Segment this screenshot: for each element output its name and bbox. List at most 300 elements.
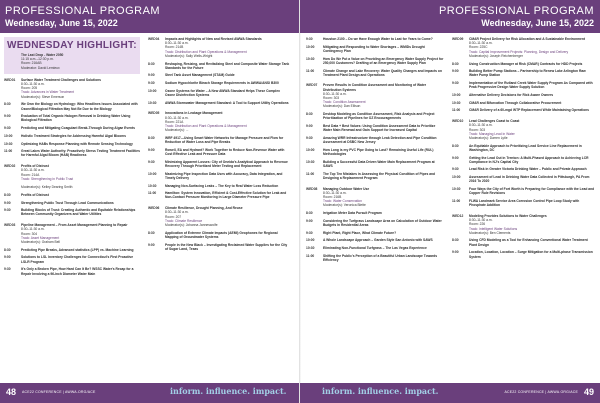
presentation-item (4, 142, 140, 146)
presentation-item (148, 243, 290, 251)
presentation-item (306, 219, 444, 227)
presentation-title: Minimizing Apparent Losses: City of Oneida's Analytical Approach to Revenue Recovery Through Prioritized Meter Testing and Replacement (165, 159, 288, 168)
item-body (323, 160, 444, 168)
item-body (21, 208, 140, 216)
session-detail: 8:30–11:30 a.m. (21, 168, 45, 173)
session-detail: Room: 226 (469, 222, 486, 227)
session-code: WED10 (452, 119, 464, 124)
session-detail: Track: Distribution and Plant Operations & Management (165, 49, 247, 54)
presentation-title: It's Only a Broken Pipe, How Hard Can It Be? WSSC Water's Recap for a Repair Involving a 96-inch Diameter Water Main (21, 267, 134, 276)
presentation-item (452, 144, 595, 152)
presentation-item (306, 45, 444, 53)
presentation-time: 8:30 (306, 211, 313, 216)
presentation-item (306, 231, 444, 235)
presentation-title: Getting the Lead Out in Trenton: A Multi-Phased Approach to Achieving LCR Compliance in NJ's Capital City (469, 155, 589, 164)
program-title: PROFESSIONAL PROGRAM (438, 5, 594, 17)
presentation-item (148, 89, 290, 97)
presentation-item (4, 193, 140, 197)
session-detail: Moderator(s): Kelley Dearing Smith (21, 185, 73, 190)
presentation-time: 10:00 (452, 175, 461, 180)
item-body (21, 142, 140, 146)
presentation-title: Using Construction Manager at Risk (CMAR) Contracts for HDD Projects (469, 61, 583, 66)
presentation-item (306, 112, 444, 120)
session-detail: Moderator(s): Johanna Janneswolfe (165, 223, 218, 227)
program-title: PROFESSIONAL PROGRAM (5, 5, 161, 17)
session-block (452, 37, 595, 58)
session-detail: 8:30–11:30 a.m. (165, 210, 189, 215)
session-title: CMAR Project Delivery for Risk Allocation and A Sustainable Environment (469, 37, 585, 41)
item-body (323, 83, 444, 108)
session-code: WED09 (452, 37, 464, 41)
presentation-item (452, 187, 595, 195)
presentation-time: 9:00 (452, 250, 459, 255)
presentation-title: Right Plant, Right Place, What Climate Future? (323, 230, 397, 235)
presentation-title: Application of Extreme Climate Impacts (AEMI) Geophones for Regional Mapping of Groundwater Systems (165, 230, 278, 239)
presentation-title: Houston 2100 – Do we Have Enough Water to Last for Years to Come? (323, 37, 433, 41)
presentation-item (306, 124, 444, 132)
highlight-room: Room: 216AB (21, 61, 42, 66)
page-footer (0, 383, 300, 403)
presentation-time: 9:30 (4, 126, 11, 131)
presentation-time: 9:00 (452, 69, 459, 74)
session-list (452, 37, 595, 259)
presentation-item (4, 208, 140, 216)
item-body (323, 246, 444, 250)
presentation-title: Steel Tank Asset Management (STAM) Guide (165, 73, 235, 78)
presentation-time: 10:30 (148, 100, 157, 105)
session-list (306, 37, 444, 262)
presentation-time: 9:00 (148, 147, 155, 152)
session-title: Profits of Distrust (21, 164, 49, 169)
item-body (323, 172, 444, 180)
presentation-item (148, 172, 290, 180)
highlight-time: 11:15 a.m.–12:30 p.m. (21, 57, 54, 62)
presentation-time: 9:00 (148, 242, 155, 247)
presentation-title: Holistic Treatment Strategies for Addressing Harmful Algal Blooms (21, 133, 126, 138)
item-body (469, 69, 595, 77)
item-body (469, 167, 595, 171)
presentation-title: Lead Risk in Greater Victoria Drinking Water – Public and Private Approach (469, 167, 587, 172)
presentation-title: Sodium Hypochlorite Bleach Storage Requirements in AWWA/ANSI B300 (165, 81, 279, 86)
presentation-time: 10:00 (148, 171, 157, 176)
presentation-title: Desktop Modeling as Condition Assessment, Risk Analysis and Project Prioritization of Pipelines for OZ Encouragements (323, 112, 435, 121)
presentation-title: Shifting the Public's Perception of a Beautiful Urban Landscape Towards Efficiency (323, 253, 438, 263)
item-body (469, 119, 595, 140)
presentation-time: 11:00 (306, 68, 315, 73)
session-code: WED08 (306, 186, 318, 191)
highlight-moderator: Moderator: David Lemieux (21, 65, 60, 70)
item-body (165, 81, 290, 85)
presentation-title: Eliminating Non-Functional Turfgrass – The Las Vegas Experience (323, 246, 427, 251)
presentation-title: The Top Ten Mistakes in Assessing the Physical Condition of Pipes and Designing a Replacement Program (323, 171, 436, 180)
presentation-title: Strengthening Public Trust Through Lead Communications (21, 200, 114, 205)
item-body (165, 231, 290, 239)
presentation-title: Optimizing HABs Response Planning with Remote Sensing Technology (21, 141, 133, 146)
presentation-item (4, 267, 140, 275)
page-number: 49 (583, 387, 594, 397)
item-body (469, 175, 595, 183)
presentation-title: FLWA Landmark Service Area Corrosion Control Pipe Loop Study with Phosphate Addition (469, 198, 580, 208)
session-title: Lead Challenges Coast to Coast (469, 119, 520, 124)
left-column-1 (4, 37, 140, 379)
session-detail: Room: 214A (21, 172, 40, 177)
presentation-time: 10:00 (4, 133, 13, 138)
item-body (323, 187, 444, 208)
item-body (21, 134, 140, 138)
presentation-time: 10:30 (306, 56, 315, 61)
presentation-time: 8:30 (148, 61, 155, 66)
session-title: Managing Outdoor Water Use (323, 186, 370, 191)
session-detail: 8:30–11:30 a.m. (469, 41, 493, 46)
right-page (300, 0, 600, 403)
presentation-title: CMAR Delivery of a 60-mgd WTP Replacement While Maintaining Operations (469, 108, 589, 113)
presentation-time: 8:30 (452, 238, 459, 243)
presentation-time: 9:30 (148, 159, 155, 164)
session-block (4, 78, 140, 99)
presentation-item (148, 101, 290, 105)
item-body (323, 231, 444, 235)
session-block (148, 37, 290, 58)
session-detail: 8:30–11:30 a.m. (165, 115, 189, 120)
session-block (306, 187, 444, 208)
presentation-item (148, 160, 290, 168)
session-code: WED01 (4, 77, 16, 82)
session-detail: Track: Managing Lead in Water (469, 131, 515, 136)
presentation-item (4, 248, 140, 252)
presentation-time: 10:30 (306, 159, 315, 164)
presentation-item (4, 201, 140, 205)
session-code: WED07 (306, 83, 318, 88)
presentation-item (4, 126, 140, 130)
item-body (323, 238, 444, 242)
presentation-item (4, 134, 140, 138)
presentation-time: 10:00 (148, 88, 157, 93)
session-title: Climate Resilience, Drought Planning, And Reuse (165, 206, 243, 211)
presentation-time: 9:30 (306, 230, 313, 235)
presentation-item (452, 93, 595, 97)
item-body (21, 114, 140, 122)
presentation-item (452, 250, 595, 258)
presentation-time: 9:00 (306, 124, 313, 129)
presentation-time: 9:00 (4, 114, 11, 119)
presentation-time: 8:30 (148, 135, 155, 140)
session-detail: Room: 216B (323, 194, 342, 199)
item-body (165, 62, 290, 70)
item-body (21, 255, 140, 263)
item-body (21, 102, 140, 110)
program-date: Wednesday, June 15, 2022 (481, 18, 594, 28)
session-code: WED05 (148, 111, 160, 116)
session-detail: Moderator(s): Darren Lytle (469, 135, 508, 140)
session-title: Impacts and Highlights of New and Revised AWWA Standards (165, 37, 262, 41)
presentation-item (148, 81, 290, 85)
presentation-item (306, 136, 444, 144)
presentation-item (306, 69, 444, 77)
session-detail: Track: Asset Management (21, 235, 60, 240)
presentation-time: 10:30 (452, 187, 461, 192)
presentation-time: 10:00 (306, 44, 315, 49)
session-detail: Moderator(s): Graham Bell (21, 240, 61, 244)
presentation-item (452, 101, 595, 105)
presentation-title: CMAR and Bifurcation Through Collaborative Procurement (469, 100, 562, 105)
presentation-item (306, 172, 444, 180)
presentation-time: 8:30 (4, 192, 11, 197)
item-body (165, 73, 290, 77)
conference-label: ACE22 CONFERENCE | AWWA.ORG/ACE (504, 390, 578, 394)
presentation-item (306, 211, 444, 215)
tagline: inform. influence. impact. (322, 386, 439, 396)
presentation-time: 8:30 (4, 247, 11, 252)
tagline: inform. influence. impact. (170, 386, 287, 396)
presentation-item (452, 199, 595, 207)
session-list (4, 78, 140, 276)
session-block (4, 223, 140, 244)
presentation-item (148, 231, 290, 239)
presentation-time: 9:00 (4, 200, 11, 205)
presentation-time: 10:30 (4, 141, 13, 146)
item-body (469, 250, 595, 258)
session-detail: Track: Intelligent Water Solutions (469, 226, 518, 231)
presentation-title: Great Lakes Water Authority: Proactively Stress Testing Treatment Facilities for Harmful Algal Bloom (HAB) Readiness (21, 149, 140, 158)
presentation-time: 9:00 (4, 255, 11, 260)
highlight-box (4, 37, 140, 74)
session-detail: Room: 225C (469, 45, 488, 50)
presentation-time: 9:00 (452, 155, 459, 160)
session-detail: Moderator(s): Steve Emerson (21, 94, 65, 99)
highlight-title: WEDNESDAY HIGHLIGHT: (7, 40, 137, 51)
presentation-title: Location, Location, Location – Surge Mitigation for a Multi-phase Transmission System (469, 250, 593, 259)
item-body (165, 172, 290, 180)
item-body (469, 81, 595, 89)
session-title: Pipeline Management – From Asset Management Planning to Repair (21, 223, 128, 228)
page-footer (300, 383, 600, 403)
presentation-item (148, 136, 290, 144)
item-body (165, 148, 290, 156)
presentation-time: 10:30 (306, 246, 315, 251)
session-block (148, 206, 290, 227)
presentation-time: 11:00 (306, 253, 315, 258)
presentation-item (306, 254, 444, 262)
presentation-time: 8:30 (306, 112, 313, 117)
session-list (148, 37, 290, 251)
item-body (323, 219, 444, 227)
item-body (323, 57, 444, 65)
presentation-title: Evaluation of Total Organic Halogen Removal in Drinking Water Using Biological Filtration (21, 114, 131, 123)
item-body (21, 164, 140, 189)
item-body (21, 248, 140, 252)
presentation-title: Using CFD Modeling as a Tool for Enhancing Conventional Water Treatment Plant Design (469, 238, 588, 247)
right-column-2 (452, 37, 595, 379)
right-column-1 (306, 37, 444, 379)
presentation-time: 8:30 (4, 102, 11, 107)
session-detail: Track: Advances in Water Treatment (21, 90, 75, 95)
presentation-item (4, 102, 140, 110)
session-code: WED03 (4, 223, 16, 228)
presentation-item (452, 69, 595, 77)
session-detail: Room: 205 (21, 86, 38, 91)
presentation-time: 11:00 (306, 171, 315, 176)
highlight-session: The Last Drop - Water 2050 (21, 53, 64, 57)
session-block (306, 83, 444, 108)
session-detail: 8:30–11:30 a.m. (469, 218, 493, 223)
presentation-time: 10:00 (306, 238, 315, 243)
presentation-item (306, 238, 444, 242)
presentation-title: Predicting Pipe Breaks, Advanced statistics (LPP) vs. Machine Learning (21, 247, 134, 252)
item-body (469, 199, 595, 207)
session-detail: Track: Water Conservation (323, 199, 362, 204)
item-body (165, 206, 290, 227)
session-block (452, 119, 595, 140)
item-body (469, 62, 595, 66)
session-detail: Moderator(s): Veronica Blette (323, 203, 366, 208)
session-detail: Room: 207 (165, 214, 182, 219)
item-body (323, 69, 444, 77)
session-detail: 8:30–11:30 a.m. (21, 227, 45, 232)
item-body (165, 111, 290, 132)
presentation-title: Irrigation Meter Data Pursuit Program (323, 211, 382, 216)
session-detail: 8:30–11:30 a.m. (323, 190, 347, 195)
presentation-time: 9:30 (4, 208, 11, 213)
presentation-title: Managing Non-Surfacing Leaks – The Key to Real Water Loss Reduction (165, 183, 279, 188)
presentation-item (452, 175, 595, 183)
item-body (21, 267, 140, 275)
presentation-item (148, 73, 290, 77)
session-block (148, 111, 290, 132)
session-code: WED06 (148, 206, 160, 211)
presentation-item (452, 238, 595, 246)
item-body (21, 126, 140, 130)
item-body (21, 149, 140, 157)
session-detail: Moderator(s): Ben Clements (469, 230, 511, 235)
left-column-2 (148, 37, 290, 379)
presentation-item (306, 160, 444, 168)
page-header (0, 0, 300, 33)
item-body (165, 160, 290, 168)
session-detail: Moderator(s): Sally Wells-Wright (165, 53, 213, 58)
item-body (469, 214, 595, 235)
session-detail: 8:30–11:30 a.m. (21, 82, 45, 87)
presentation-title: Assessment of Lead in Drinking Water Data Collected in Pittsburgh, PA From 2016 To 2020 (469, 175, 590, 184)
item-body (165, 37, 290, 58)
session-title: Innovations in Leakage Management (165, 111, 223, 116)
item-body (323, 45, 444, 53)
item-body (323, 211, 444, 215)
presentation-title: Predicting and Mitigating Coagulant Break-Through During Algae Events (21, 126, 135, 131)
session-detail: Track: Capital Improvement Projects: Planning, Design and Delivery (469, 49, 569, 54)
presentation-time: 8:30 (148, 230, 155, 235)
item-body (21, 223, 140, 244)
presentation-item (306, 246, 444, 250)
item-body (165, 89, 290, 97)
page-header (300, 0, 600, 33)
presentation-item (452, 81, 595, 89)
item-body (165, 191, 290, 199)
presentation-title: Ozone Systems for Water – A New AWWA Standard Helps These Complex Ozone Disinfection Systems (165, 88, 280, 98)
presentation-time: 11:00 (452, 198, 461, 203)
session-detail: Track: Distribution and Plant Operations & Management (165, 124, 247, 129)
item-body (323, 136, 444, 144)
item-body (323, 148, 444, 156)
presentation-title: An Equitable Approach to Prioritizing Lead Service Line Replacement in Washington, DC (469, 143, 582, 152)
presentation-title: Considering the Turfgrass Landscape Area on Calculation of Outdoor Water Budgets in Residential Areas (323, 218, 442, 227)
presentation-time: 9:30 (306, 37, 313, 41)
presentation-time: 9:00 (148, 73, 155, 78)
session-block (4, 164, 140, 189)
session-detail: 8:30–11:30 a.m. (469, 123, 493, 128)
item-body (21, 193, 140, 197)
presentation-item (306, 148, 444, 156)
session-code: WED02 (4, 164, 16, 169)
session-detail: Room: 214B (165, 45, 184, 50)
session-detail: Moderator(s): Dan Ellison (323, 104, 361, 109)
presentation-item (4, 149, 140, 157)
presentation-title: Mitigating and Responding to Water Shortages – WMIDs Drought Contingency Plan (323, 44, 425, 53)
presentation-title: How Long is my PVC Pipe Going to Last? Remaining Useful Life (RUL) Methodologies (323, 147, 434, 157)
item-body (469, 238, 595, 246)
item-body (165, 101, 290, 105)
presentation-title: Four Ways the City of Fort Worth is Preparing for Compliance with the Lead and Copper Rule Revisions (469, 187, 595, 196)
session-detail: Room: 303 (469, 127, 486, 132)
presentation-title: A Whole Landscape Approach – Garden Style San Antonio with SAWS (323, 238, 433, 243)
session-code: WED12 (452, 213, 464, 218)
item-body (469, 156, 595, 164)
session-detail: Track: Strengthening in Public Trust (21, 176, 74, 181)
session-title: Modeling Provides Solutions to Water Challenges (469, 213, 547, 218)
presentation-time: 9:30 (306, 135, 313, 140)
presentation-time: 8:30 (452, 61, 459, 66)
item-body (323, 37, 444, 41)
presentation-title: Building a Successful Data Driven Water Main Replacement Program at SAWS (323, 159, 435, 168)
presentation-title: Building Blocks of Trust: Creating Authentic and Equitable Relationships Between Community Organizers and Water Utilities (21, 208, 136, 217)
presentation-item (452, 108, 595, 112)
presentation-title: Climate Change and Lake Recovery: Water Quality Changes and Impacts on Treatment Plant Design and Operations (323, 68, 442, 77)
item-body (165, 136, 290, 144)
presentation-title: Hamilton: System Innovation, Efficient & Cost-Effective Solution for Leak and Non-Contact Pressure Monitoring in Large Diameter Pressure Pipe (165, 191, 287, 200)
presentation-item (452, 62, 595, 66)
item-body (21, 201, 140, 205)
item-body (469, 108, 595, 112)
presentation-time: 9:30 (148, 81, 155, 86)
session-detail: Track: Condition Assessment (323, 100, 366, 105)
presentation-title: How Do We Put a Value on Providing an Emergency Water Supply Project for 250,000 Customers? Drafting of an Emergency Water Supply Plan (323, 56, 444, 65)
session-detail: 8:30–11:30 a.m. (165, 41, 189, 46)
session-detail: Room: 304 (21, 231, 38, 236)
presentation-title: People in the New Black – Investigating Reclaimed Water Supplies for the City of Sugar Land, Texas (165, 242, 288, 251)
page-number: 48 (6, 387, 17, 397)
session-detail: Room: 303 (323, 96, 340, 101)
item-body (469, 144, 595, 152)
presentation-time: 10:00 (306, 147, 315, 152)
item-body (323, 112, 444, 120)
presentation-time: 9:30 (452, 81, 459, 86)
session-detail: Moderator(s): ... (165, 128, 189, 133)
conference-label: ACE22 CONFERENCE | AWWA.ORG/ACE (22, 390, 96, 394)
session-detail: Room: 221A (165, 119, 184, 124)
item-body (323, 254, 444, 262)
presentation-title: Maximizing Pipe Inspection Data Uses with Accuracy, Data Integration, and Timely Delivery (165, 171, 283, 180)
presentation-item (306, 57, 444, 65)
item-body (469, 187, 595, 195)
presentation-time: 9:30 (4, 267, 11, 272)
presentation-time: 10:00 (452, 93, 461, 98)
session-block (452, 214, 595, 235)
presentation-time: 10:30 (148, 183, 157, 188)
presentation-title: Profits of Distrust (21, 192, 49, 197)
presentation-item (148, 191, 290, 199)
presentation-title: WRF 4917—Using Smart Water Networks for Manage Pressure and Flow for Reduction of Water Loss and Pipe Breaks (165, 135, 284, 145)
presentation-title: AWWA Stormwater Management Standard: A Tool to Support Utility Operations (165, 100, 289, 105)
item-body (21, 78, 140, 99)
